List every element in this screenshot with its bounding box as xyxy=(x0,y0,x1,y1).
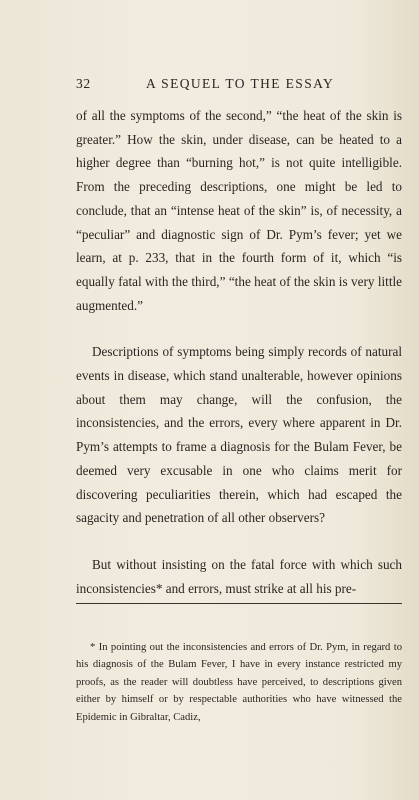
paragraph-1: of all the symptoms of the second,” “the heat of the skin is greater.” How the skin, under disease, can be heated to a higher degree than “burning hot,” is not quite intelligible. From the preceding descriptions, one might be led to conclude, that an “intense heat of the skin” is, of necessity, a “peculiar” and diagnostic sign of Dr. Pym’s fever; yet we learn, at p. 233, that in the fourth form of it, which “is equally fatal with the third,” “the heat of the skin is very little augmented.” xyxy=(76,108,402,313)
body-text xyxy=(76,104,402,600)
page-number: 32 xyxy=(76,76,91,91)
footnote: * In pointing out the inconsistencies and errors of Dr. Pym, in regard to his diagnosis of the Bulam Fever, I have in every instance restricted my proofs, as the reader will doubtless have perceived, to descriptions given either by himself or by respectable authorities who have witnessed the Epidemic in Gibraltar, Cadiz, xyxy=(76,641,402,723)
paragraph-3: But without insisting on the fatal force with which such inconsistencies* and errors, must strike at all his pre- xyxy=(76,556,402,596)
running-head: A SEQUEL TO THE ESSAY xyxy=(146,76,335,91)
footnote-rule xyxy=(76,603,402,604)
paragraph-2: Descriptions of symptoms being simply records of natural events in disease, which stand unalterable, however opinions about them may change, will the confusion, the inconsistencies, and the errors, every where apparent in Dr. Pym’s attempts to frame a diagnosis for the Bulam Fever, be deemed very excusable in one who claims merit for discovering peculiarities therein, which had escaped the sagacity and penetration of all other observers? xyxy=(76,344,402,526)
